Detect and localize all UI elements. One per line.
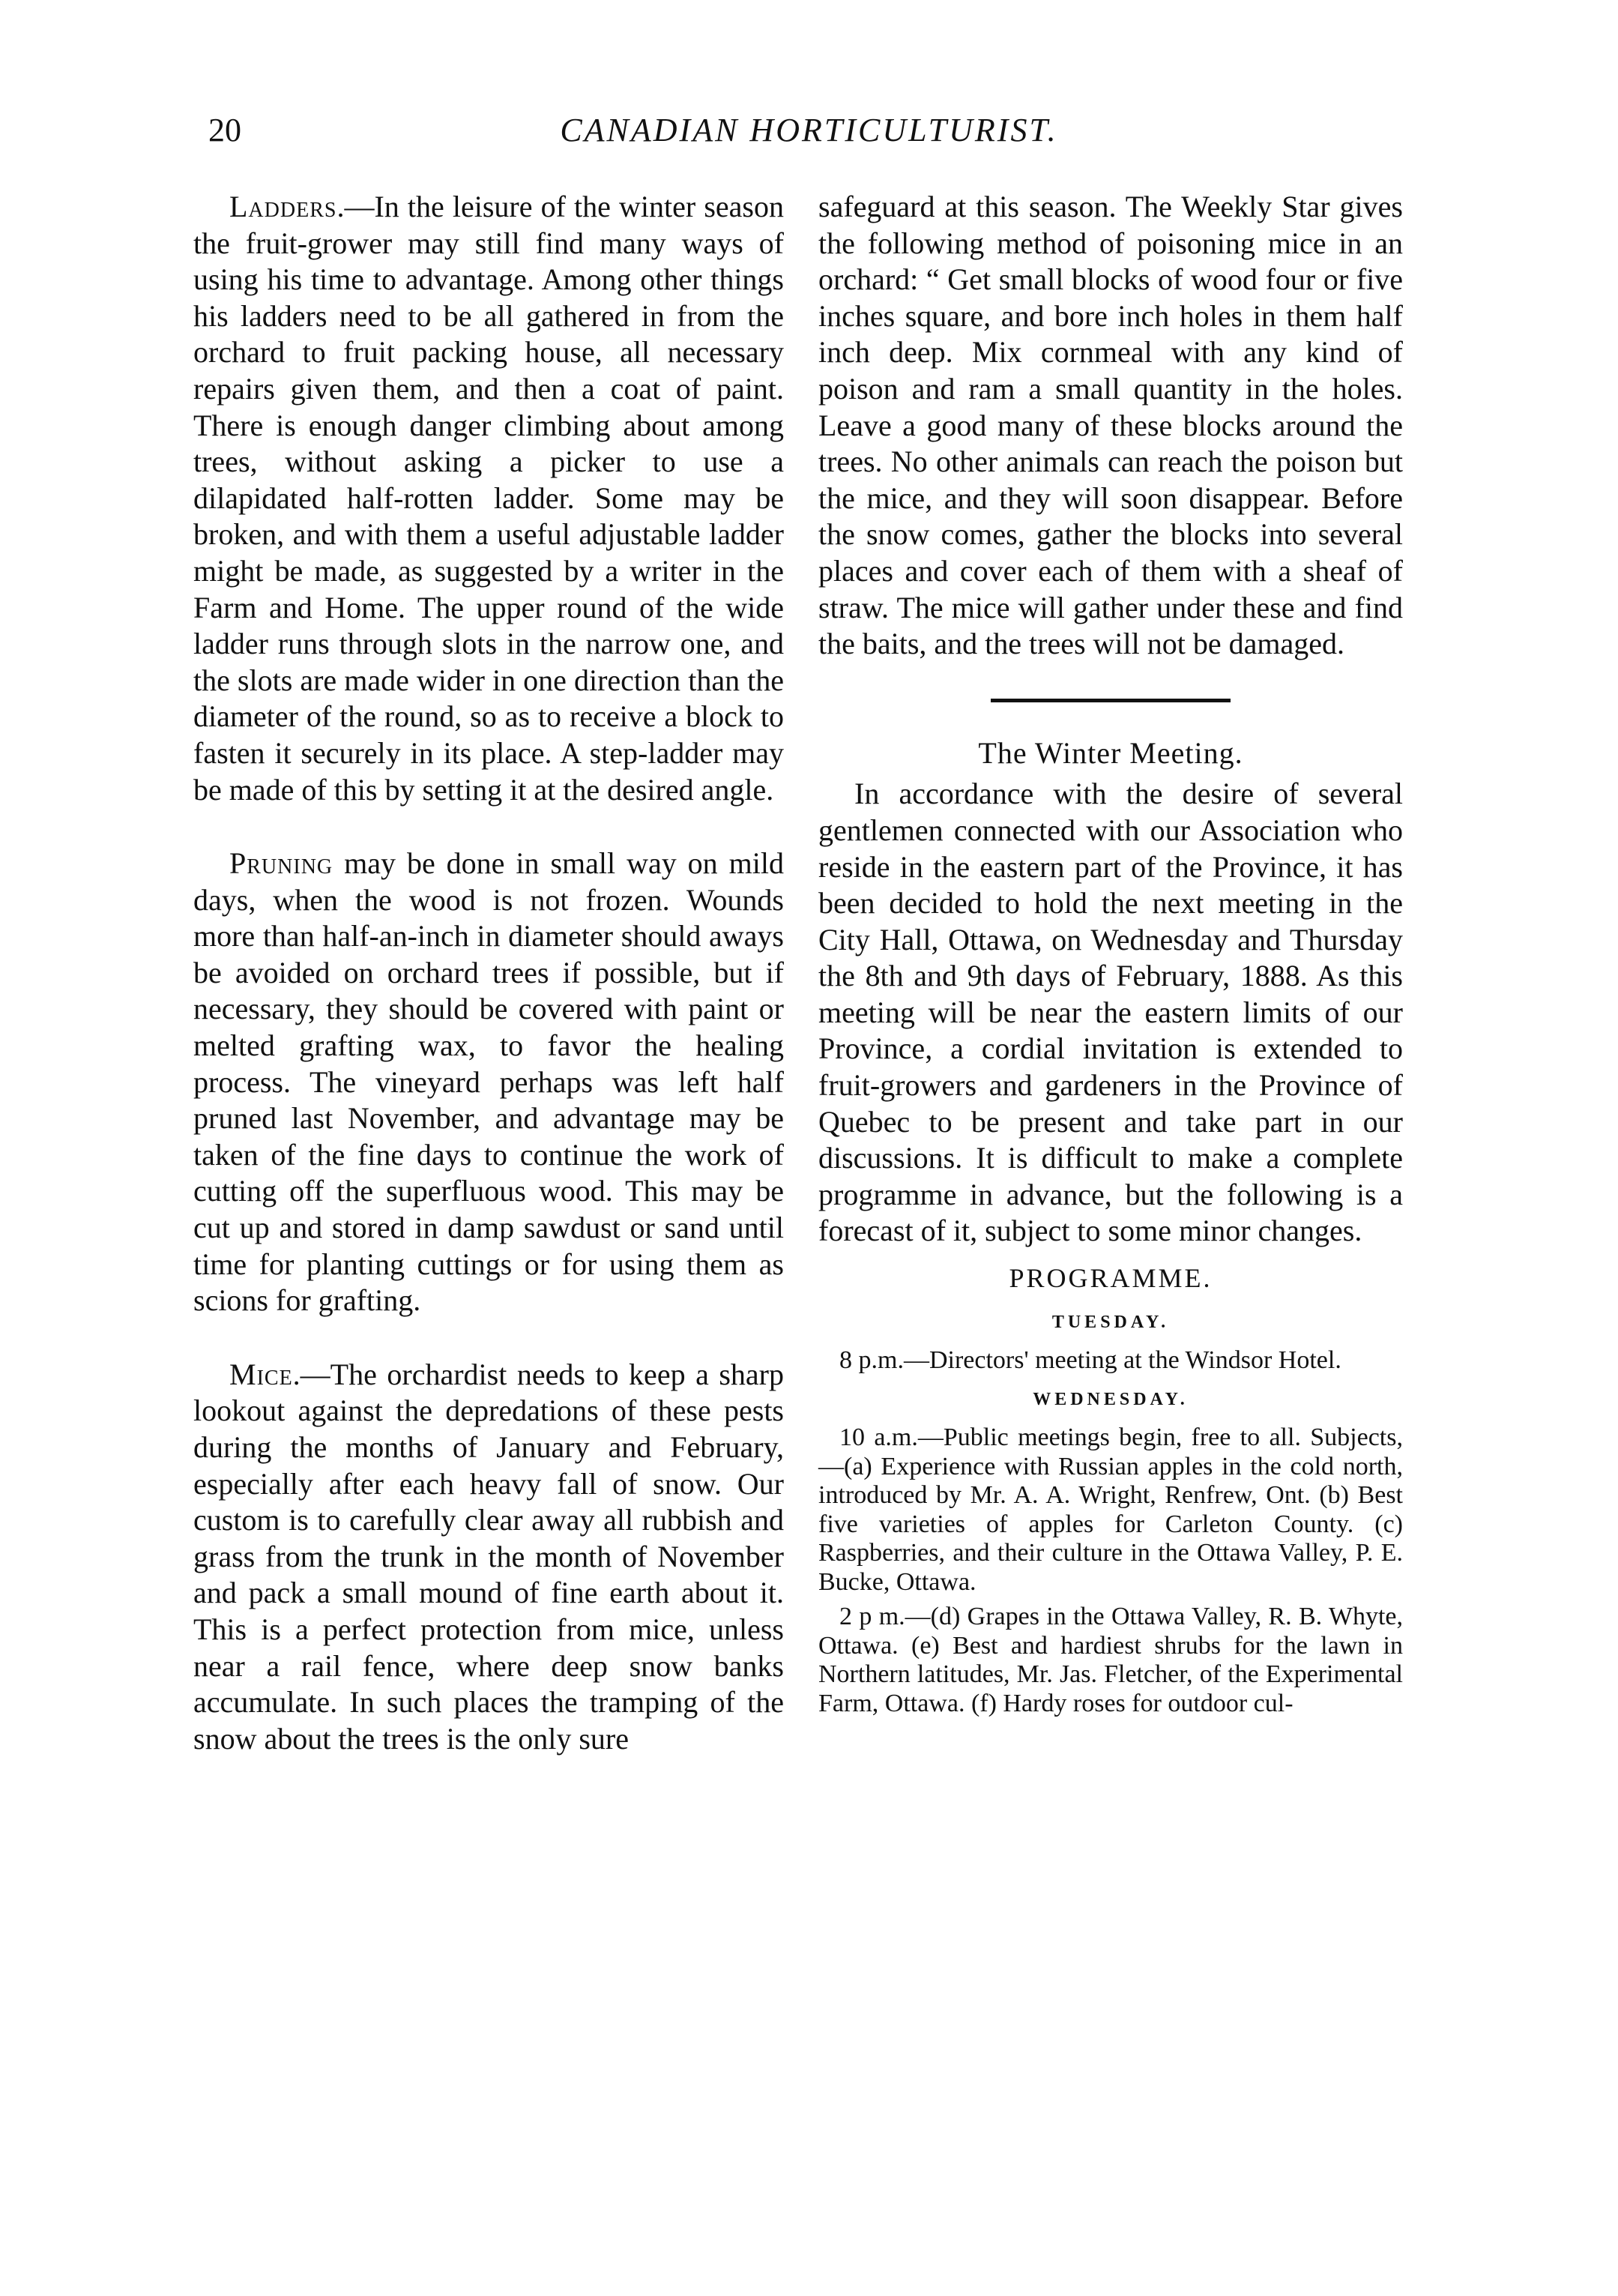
page-number: 20: [208, 112, 241, 148]
right-column: [818, 189, 1403, 1724]
tuesday-heading: TUESDAY.: [1051, 1312, 1170, 1332]
mice-text: .—The orchardist needs to keep a sharp lookout against the depredations of these pests during the months of January and February, especially after each heavy fall of snow. Our custom is to carefully clear away all rubbish and grass from the trunk in the month of November and pack a small mound of fine earth about it. This is a perfect protection from mice, unless near a rail fence, where deep snow banks accumulate. In such places the tramping of the snow about the trees is the only sure: [193, 1357, 784, 1756]
pruning-text: may be done in small way on mild days, when the wood is not frozen. Wounds more than half-an-inch in diameter should aways be avoided on orchard trees if possible, but if necessary, they should be covered with paint or melted grafting wax, to favor the healing process. The vineyard perhaps was left half pruned last November, and advantage may be taken of the fine days to continue the work of cutting off the superfluous wood. This may be cut up and stored in damp sawdust or sand until time for planting cuttings or for using them as scions for grafting.: [193, 846, 784, 1318]
running-title: CANADIAN HORTICULTURIST.: [560, 112, 1058, 148]
mice-lead: Mice: [229, 1357, 293, 1391]
mice-continued-paragraph: safeguard at this season. The Weekly Star gives the following method of poisoning mice in an orchard: “ Get small blocks of wood four or five inches square, and bore inch holes in them half inch deep. Mix cornmeal with any kind of poison and ram a small quantity in the holes. Leave a good many of these blocks around the trees. No other animals can reach the poison but the mice, and they will soon disappear. Before the snow comes, gather the blocks into several places and cover each of them with a sheaf of straw. The mice will gather under these and find the baits, and the trees will not be damaged.: [818, 190, 1403, 661]
ladders-lead: Ladders: [229, 190, 337, 223]
ladders-text: .—In the leisure of the winter season the fruit-grower may still find many ways of using his time to advantage. Among other things his ladders need to be all gathered in from the orchard to fruit packing house, all necessary repairs given them, and then a coat of paint. There is enough danger climbing about among trees, without asking a picker to use a dilapidated half-rotten ladder. Some may be broken, and with them a useful adjustable ladder might be made, as suggested by a writer in the Farm and Home. The upper round of the wide ladder runs through slots in the narrow one, and the slots are made wider in one direction than the diameter of the round, so as to receive a block to fasten it securely in its place. A step-ladder may be made of this by setting it at the desired angle.: [193, 190, 784, 807]
tuesday-item: 8 p.m.—Directors' meeting at the Windsor Hotel.: [839, 1346, 1341, 1375]
winter-meeting-heading: The Winter Meeting.: [978, 735, 1243, 770]
wednesday-heading: WEDNESDAY.: [1033, 1389, 1189, 1409]
ladders-paragraph: [193, 189, 784, 808]
programme-title: PROGRAMME.: [1009, 1263, 1213, 1294]
wednesday-item-afternoon: 2 p m.—(d) Grapes in the Ottawa Valley, R. B. Whyte, Ottawa. (e) Best and hardiest shrubs for the lawn in Northern latitudes, Mr. Jas. Fletcher, of the Experimental Farm, Ottawa. (f) Hardy roses for outdoor cul-: [818, 1603, 1403, 1717]
winter-meeting-paragraph: In accordance with the desire of several gentlemen connected with our Association who reside in the eastern part of the Province, it has been decided to hold the next meeting in the City Hall, Ottawa, on Wednesday and Thursday the 8th and 9th days of February, 1888. As this meeting will be near the eastern limits of our Province, a cordial invitation is extended to fruit-growers and gardeners in the Province of Quebec to be present and take part in our discussions. It is difficult to make a complete programme in advance, but the following is a forecast of it, subject to some minor changes.: [818, 777, 1403, 1248]
left-column: [193, 189, 784, 1757]
pruning-lead: Pruning: [229, 846, 333, 881]
section-divider: [991, 699, 1231, 702]
mice-paragraph: [193, 1357, 784, 1758]
wednesday-item-morning: 10 a.m.—Public meetings begin, free to all. Subjects,—(a) Experience with Russian apples in the cold north, introduced by Mr. A. A. Wright, Renfrew, Ont. (b) Best five varieties of apples for Carleton County. (c) Raspberries, and their culture in the Ottawa Valley, P. E. Bucke, Ottawa.: [818, 1423, 1403, 1596]
pruning-paragraph: [193, 846, 784, 1319]
